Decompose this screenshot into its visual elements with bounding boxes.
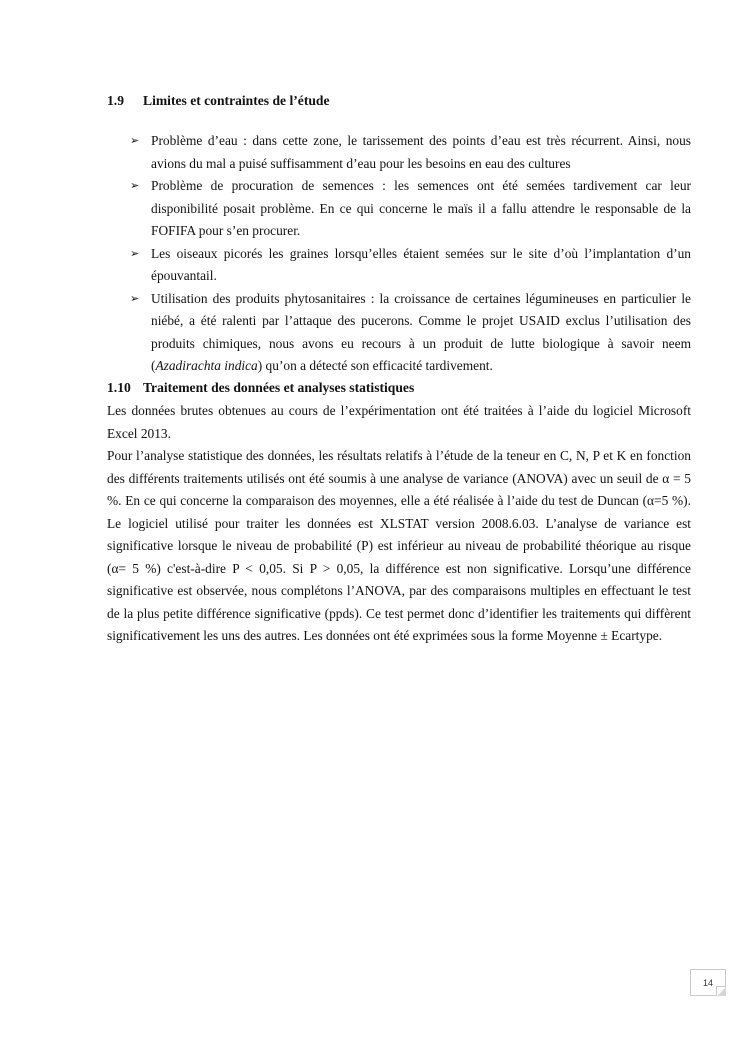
arrow-bullet-icon: ➢ <box>130 291 140 305</box>
list-item-text: Problème d’eau : dans cette zone, le tarissement des points d’eau est très récurrent. Ainsi, nous avions du mal a puisé suffisamment d’eau pour les besoins en eau des cultures <box>151 133 691 171</box>
section-title: Limites et contraintes de l’étude <box>143 93 330 108</box>
section-title: Traitement des données et analyses statistiques <box>143 380 415 395</box>
list-item <box>130 288 691 378</box>
arrow-bullet-icon: ➢ <box>130 179 140 192</box>
page-fold-icon <box>716 986 726 996</box>
list-item <box>130 130 691 175</box>
section-heading-1-9 <box>107 93 330 109</box>
list-item <box>130 243 691 288</box>
arrow-bullet-icon: ➢ <box>130 134 140 147</box>
list-item-text: Les oiseaux picorés les graines lorsqu’elles étaient semées sur le site d’où l’implantation d’un épouvantail. <box>151 245 691 283</box>
page-number: 14 <box>702 978 713 988</box>
list-item <box>130 175 691 243</box>
section-number: 1.9 <box>107 93 124 108</box>
arrow-bullet-icon: ➢ <box>130 246 140 260</box>
scientific-name: Azadirachta indica <box>155 358 258 373</box>
list-item-text-before: Utilisation des produits phytosanitaires : la croissance de certaines légumineuses en particulier le niébé, a été ralenti par l’attaque des pucerons. Comme le projet USAID exclus l’utilisation des produits chimiques, nous avons eu recours à un produit de lutte biologique à savoir neem ( <box>151 290 691 373</box>
list-item-text-after: ) qu’on a détecté son efficacité tardivement. <box>257 358 493 373</box>
constraints-list <box>130 130 691 378</box>
section-number: 1.10 <box>107 380 131 395</box>
paragraph-statistical-analysis: Pour l’analyse statistique des données, les résultats relatifs à l’étude de la teneur en C, N, P et K en fonction des différents traitements utilisés ont été soumis à une analyse de variance (ANOVA) avec un seuil de α = 5 %. En ce qui concerne la comparaison des moyennes, elle a été réalisée à l’aide du test de Duncan (α=5 %). Le logiciel utilisé pour traiter les données est XLSTAT version 2008.6.03. L’analyse de variance est significative lorsque le niveau de probabilité (P) est inférieur au niveau de probabilité théorique au risque (α= 5 %) c'est-à-dire P < 0,05. Si P > 0,05, la différence est non significative. Lorsqu’une différence significative est observée, nous complétons l’ANOVA, par des comparaisons multiples en effectuant le test de la plus petite différence significative (ppds). Ce test permet donc d’identifier les traitements qui diffèrent significativement les uns des autres. Les données ont été exprimées sous la forme Moyenne ± Ecartype. <box>107 448 691 643</box>
paragraph-data-processing: Les données brutes obtenues au cours de l’expérimentation ont été traitées à l’aide du logiciel Microsoft Excel 2013. <box>107 403 691 441</box>
list-item-text: Problème de procuration de semences : les semences ont été semées tardivement car leur disponibilité posait problème. En ce qui concerne le maïs il a fallu attendre le responsable de la FOFIFA pour s’en procurer. <box>151 178 691 238</box>
page-number-box <box>690 969 726 996</box>
section-heading-1-10 <box>107 380 414 396</box>
